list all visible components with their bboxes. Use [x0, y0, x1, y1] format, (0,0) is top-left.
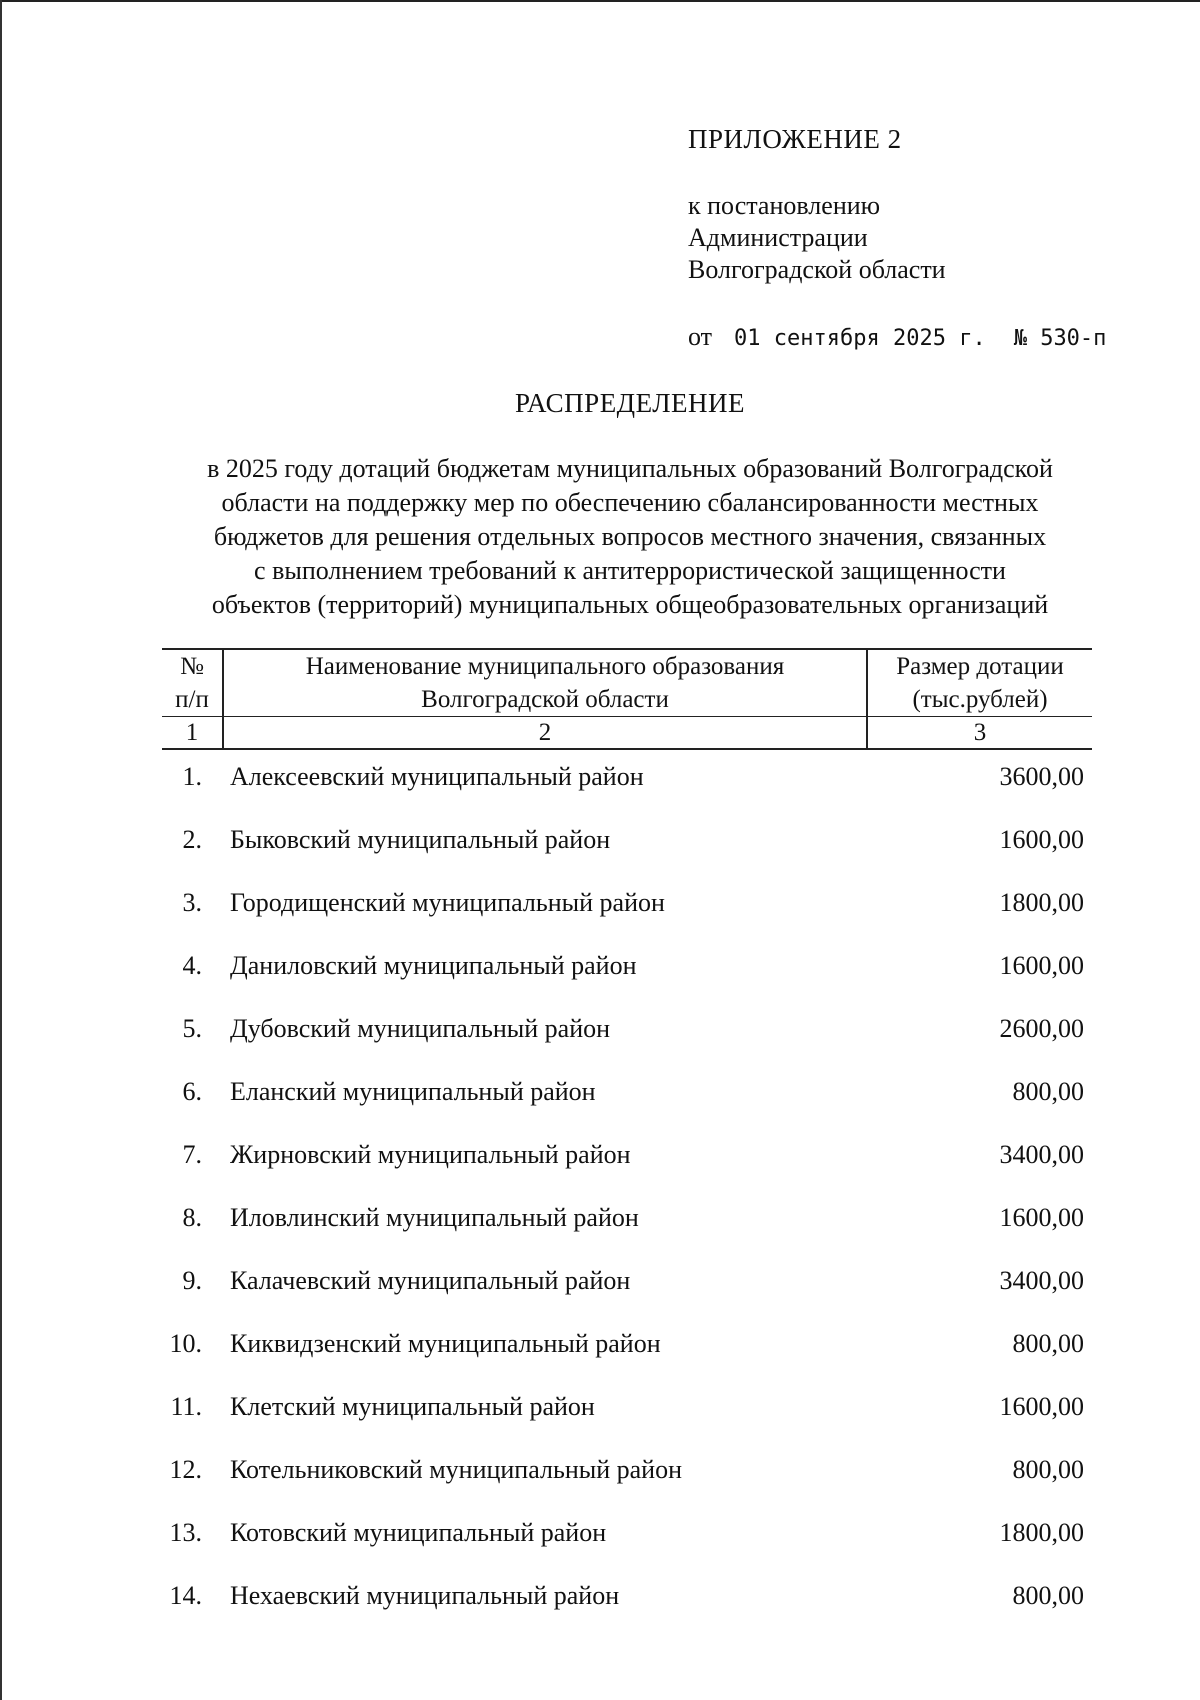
- row-municipality-name: Еланский муниципальный район: [230, 1077, 596, 1106]
- decree-reference-line: Администрации: [688, 223, 868, 252]
- row-number: 6.: [182, 1077, 202, 1106]
- row-subsidy-amount: 1800,00: [999, 888, 1084, 917]
- subtitle-line: области на поддержку мер по обеспечению сбалансированности местных: [221, 488, 1039, 517]
- table-row: [162, 951, 1092, 1014]
- row-subsidy-amount: 2600,00: [999, 1014, 1084, 1043]
- row-number: 14.: [169, 1581, 202, 1610]
- row-municipality-name: Алексеевский муниципальный район: [230, 762, 644, 791]
- row-municipality-name: Иловлинский муниципальный район: [230, 1203, 639, 1232]
- header-name: Наименование муниципального образования Волгоградской области: [305, 653, 785, 713]
- table-row: [162, 1203, 1092, 1266]
- row-subsidy-amount: 800,00: [1012, 1581, 1084, 1610]
- appendix-label: ПРИЛОЖЕНИЕ 2: [688, 124, 902, 154]
- row-subsidy-amount: 3400,00: [999, 1140, 1084, 1169]
- row-municipality-name: Даниловский муниципальный район: [230, 951, 637, 980]
- row-municipality-name: Котельниковский муниципальный район: [230, 1455, 682, 1484]
- table-row: [162, 1518, 1092, 1581]
- row-municipality-name: Калачевский муниципальный район: [230, 1266, 631, 1295]
- subtitle-line: с выполнением требований к антитеррористической защищенности: [254, 556, 1006, 585]
- table-row: [162, 888, 1092, 951]
- row-municipality-name: Котовский муниципальный район: [230, 1518, 607, 1547]
- row-subsidy-amount: 800,00: [1012, 1077, 1084, 1106]
- scan-edge-top: [0, 0, 1200, 2]
- row-number: 7.: [182, 1140, 202, 1169]
- row-municipality-name: Клетский муниципальный район: [230, 1392, 595, 1421]
- row-number: 1.: [182, 762, 202, 791]
- row-number: 2.: [182, 825, 202, 854]
- row-municipality-name: Жирновский муниципальный район: [230, 1140, 631, 1169]
- row-municipality-name: Киквидзенский муниципальный район: [230, 1329, 661, 1358]
- decree-reference-line: Волгоградской области: [688, 255, 946, 284]
- row-number: 12.: [169, 1455, 202, 1484]
- column-number-3: 3: [973, 719, 987, 746]
- row-number: 8.: [182, 1203, 202, 1232]
- row-municipality-name: Быковский муниципальный район: [230, 825, 611, 854]
- scan-edge-left: [0, 0, 2, 1700]
- subtitle-line: бюджетов для решения отдельных вопросов местного значения, связанных: [213, 522, 1047, 551]
- table-row: [162, 1266, 1092, 1329]
- row-number: 4.: [182, 951, 202, 980]
- row-subsidy-amount: 1600,00: [999, 951, 1084, 980]
- document-subtitle: [160, 452, 1100, 622]
- table-row: [162, 1455, 1092, 1518]
- table-header: [162, 648, 1092, 750]
- table-row: [162, 1581, 1092, 1644]
- table-body: [162, 762, 1092, 1644]
- table-row: [162, 1392, 1092, 1455]
- row-number: 5.: [182, 1014, 202, 1043]
- subtitle-line: объектов (территорий) муниципальных общеобразовательных организаций: [211, 590, 1049, 619]
- table-row: [162, 1329, 1092, 1392]
- row-number: 13.: [169, 1518, 202, 1547]
- column-number-2: 2: [538, 719, 552, 746]
- row-subsidy-amount: 800,00: [1012, 1329, 1084, 1358]
- row-subsidy-amount: 1600,00: [999, 1392, 1084, 1421]
- document-title: РАСПРЕДЕЛЕНИЕ: [514, 388, 746, 418]
- table-row: [162, 825, 1092, 888]
- header-num: № п/п: [175, 653, 209, 713]
- row-subsidy-amount: 3600,00: [999, 762, 1084, 791]
- decree-date-line: [688, 322, 1106, 352]
- subtitle-line: в 2025 году дотаций бюджетам муниципальных образований Волгоградской: [207, 454, 1053, 483]
- row-number: 9.: [182, 1266, 202, 1295]
- row-subsidy-amount: 1600,00: [999, 825, 1084, 854]
- column-number-1: 1: [185, 719, 199, 746]
- table-row: [162, 762, 1092, 825]
- date-prefix: от: [688, 322, 713, 351]
- row-subsidy-amount: 1800,00: [999, 1518, 1084, 1547]
- row-number: 11.: [170, 1392, 202, 1421]
- decree-date: 01 сентября 2025 г.: [734, 326, 986, 351]
- row-subsidy-amount: 3400,00: [999, 1266, 1084, 1295]
- decree-number: № 530-п: [1013, 326, 1107, 351]
- row-number: 3.: [182, 888, 202, 917]
- row-number: 10.: [169, 1329, 202, 1358]
- row-municipality-name: Городищенский муниципальный район: [230, 888, 665, 917]
- row-subsidy-amount: 800,00: [1012, 1455, 1084, 1484]
- table-row: [162, 1077, 1092, 1140]
- table-row: [162, 1140, 1092, 1203]
- header-amount: Размер дотации (тыс.рублей): [896, 653, 1064, 713]
- row-subsidy-amount: 1600,00: [999, 1203, 1084, 1232]
- row-municipality-name: Дубовский муниципальный район: [230, 1014, 611, 1043]
- decree-reference-line: к постановлению: [688, 191, 881, 220]
- decree-reference: [688, 190, 946, 286]
- row-municipality-name: Нехаевский муниципальный район: [230, 1581, 620, 1610]
- table-row: [162, 1014, 1092, 1077]
